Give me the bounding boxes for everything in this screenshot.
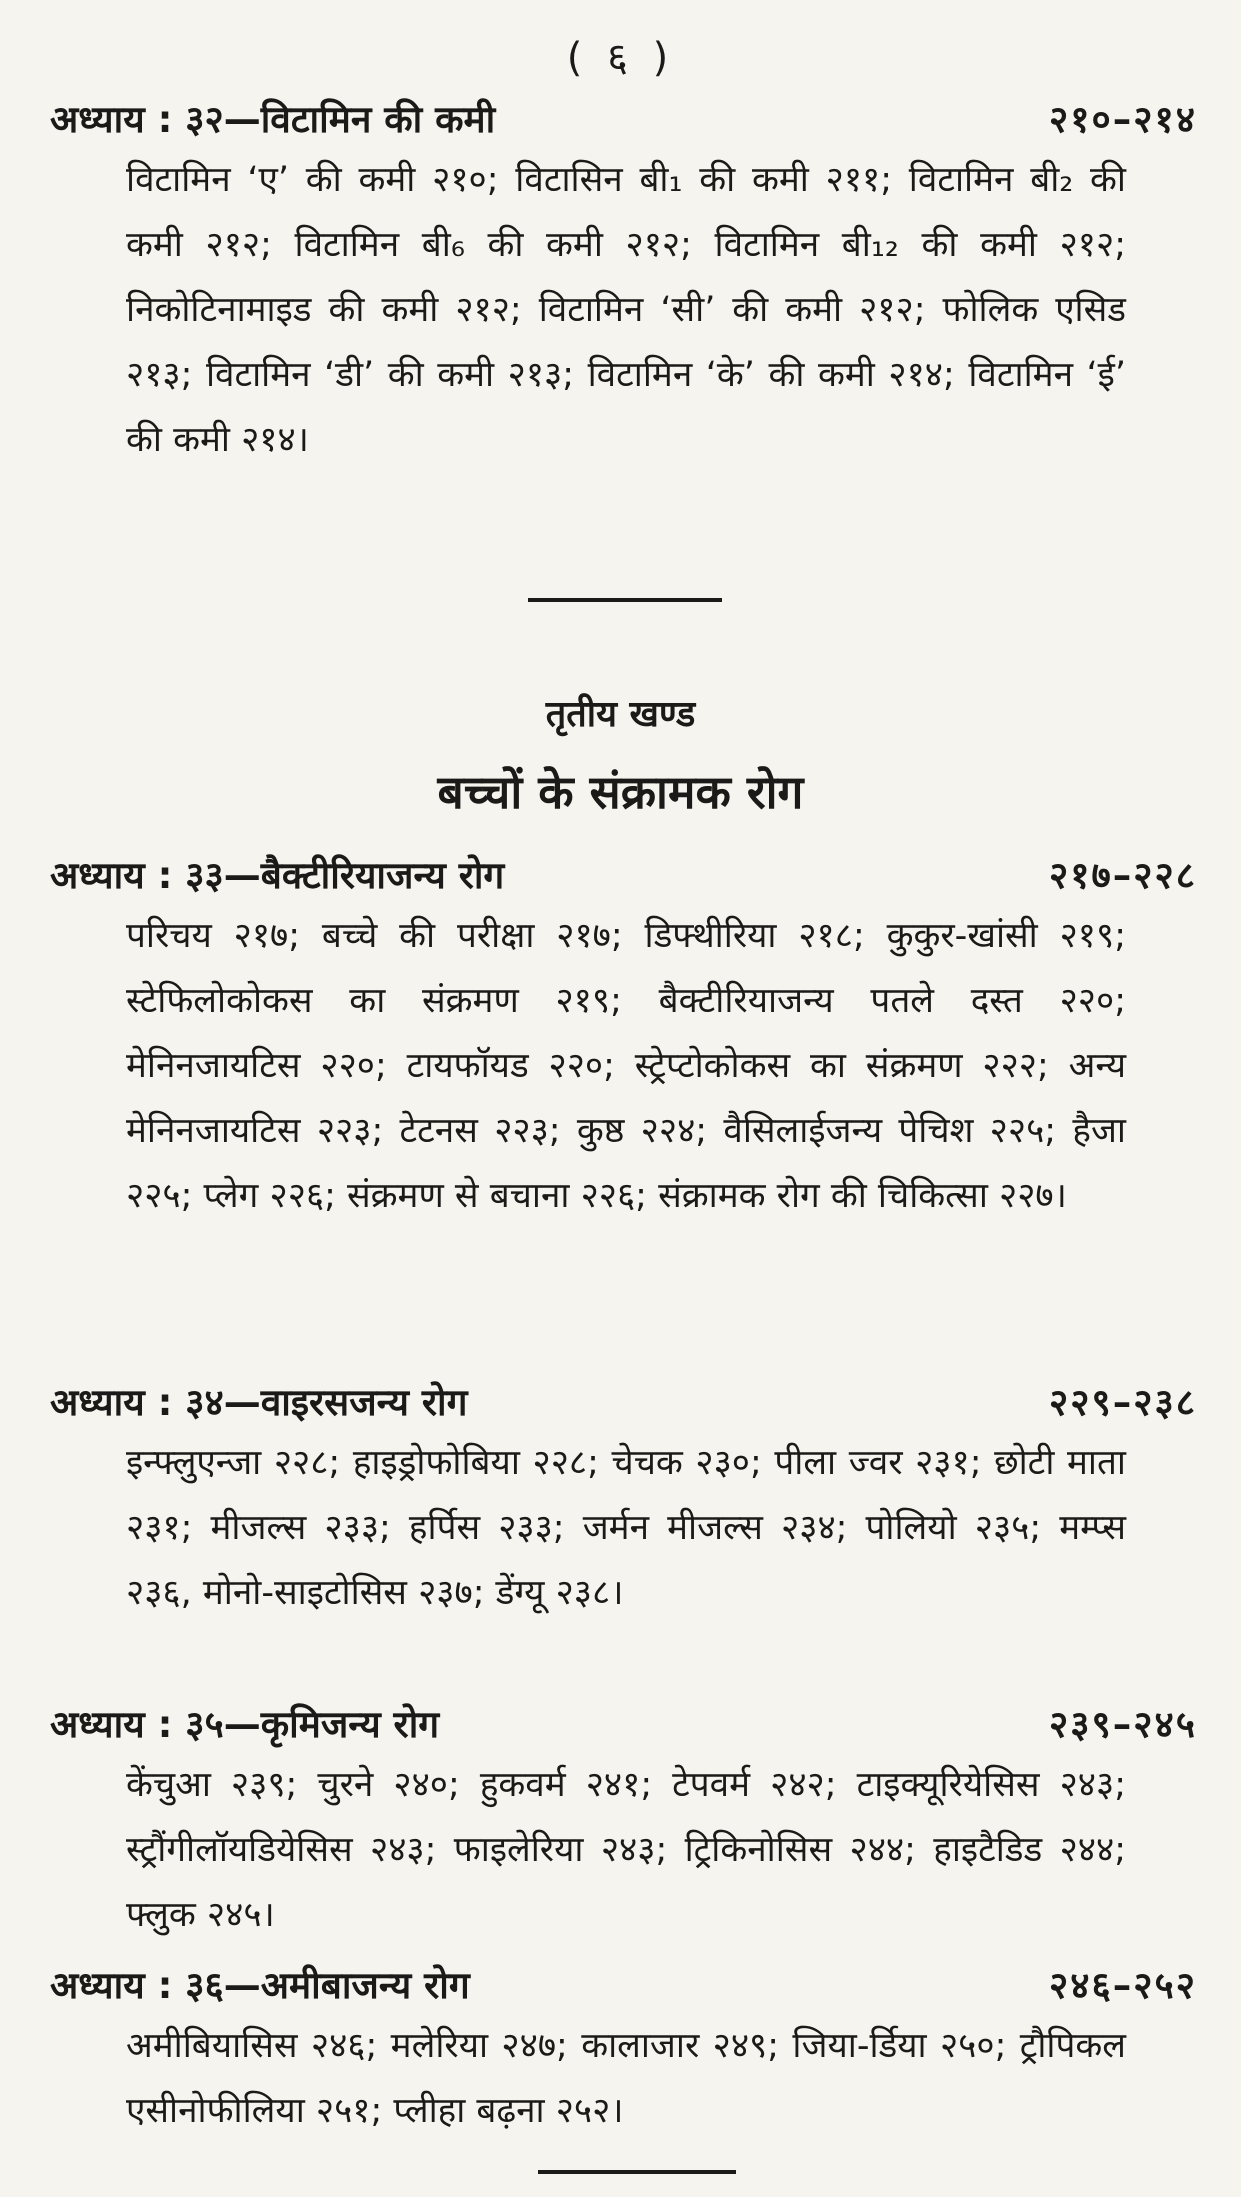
chapter-33 [0,848,1241,1229]
chapter-contents: अमीबियासिस २४६; मलेरिया २४७; कालाजार २४९; जिया-र्डिया २५०; ट्रौपिकल एसीनोफीलिया २५१; प्लीहा बढ़ना २५२। [126,2026,1126,2131]
section-divider [528,598,722,602]
chapter-heading [0,92,1241,148]
chapter-page-range: २१७–२२८ [1049,854,1197,897]
chapter-title: अध्याय : ३६—अमीबाजन्य रोग [50,1964,470,2007]
chapter-contents: परिचय २१७; बच्चे की परीक्षा २१७; डिफ्थीरिया २१८; कुकुर-खांसी २१९; स्टेफिलोकोकस का संक्रमण २१९; बैक्टीरियाजन्य पतले दस्त २२०; मेनिनजायटिस २२०; टायफॉयड २२०; स्ट्रेप्टोकोकस का संक्रमण २२२; अन्य मेनिनजायटिस २२३; टेटनस २२३; कुष्ठ २२४; वैसिलाईजन्य पेचिश २२५; हैजा २२५; प्लेग २२६; संक्रमण से बचाना २२६; संक्रामक रोग की चिकित्सा २२७। [126,916,1126,1216]
chapter-page-range: २१०–२१४ [1049,98,1197,141]
chapter-heading [0,848,1241,904]
chapter-title: अध्याय : ३२—विटामिन की कमी [50,98,496,141]
page-number: ( ६ ) [566,35,675,81]
chapter-34 [0,1375,1241,1626]
chapter-title: अध्याय : ३५—कृमिजन्य रोग [50,1703,440,1746]
chapter-36 [0,1958,1241,2144]
chapter-heading [0,1958,1241,2014]
chapter-page-range: २३९–२४५ [1049,1703,1197,1746]
chapter-title: अध्याय : ३३—बैक्टीरियाजन्य रोग [50,854,505,897]
chapter-contents: इन्फ्लुएन्जा २२८; हाइड्रोफोबिया २२८; चेचक २३०; पीला ज्वर २३१; छोटी माता २३१; मीजल्स २३३; हर्पिस २३३; जर्मन मीजल्स २३४; पोलियो २३५; मम्प्स २३६, मोनो-साइटोसिस २३७; डेंग्यू २३८। [126,1443,1126,1613]
chapter-heading [0,1697,1241,1753]
chapter-page-range: २४६–२५२ [1049,1964,1197,2007]
chapter-32 [0,92,1241,473]
chapter-page-range: २२९–२३८ [1049,1381,1197,1424]
section-label: तृतीय खण्ड [545,694,696,735]
chapter-35 [0,1697,1241,1948]
section-title: बच्चों के संक्रामक रोग [437,765,804,819]
chapter-title: अध्याय : ३४—वाइरसजन्य रोग [50,1381,468,1424]
chapter-contents: विटामिन ‘ए’ की कमी २१०; विटासिन बी₁ की कमी २११; विटामिन बी₂ की कमी २१२; विटामिन बी₆ की कमी २१२; विटामिन बी₁₂ की कमी २१२; निकोटिनामाइड की कमी २१२; विटामिन ‘सी’ की कमी २१२; फोलिक एसिड २१३; विटामिन ‘डी’ की कमी २१३; विटामिन ‘के’ की कमी २१४; विटामिन ‘ई’ की कमी २१४। [126,160,1126,460]
chapter-heading [0,1375,1241,1431]
end-divider [538,2170,736,2174]
chapter-contents: केंचुआ २३९; चुरने २४०; हुकवर्म २४१; टेपवर्म २४२; टाइक्यूरियेसिस २४३; स्ट्रौंगीलॉयडियेसिस २४३; फाइलेरिया २४३; ट्रिकिनोसिस २४४; हाइटैडिड २४४; फ्लुक २४५। [126,1765,1126,1935]
